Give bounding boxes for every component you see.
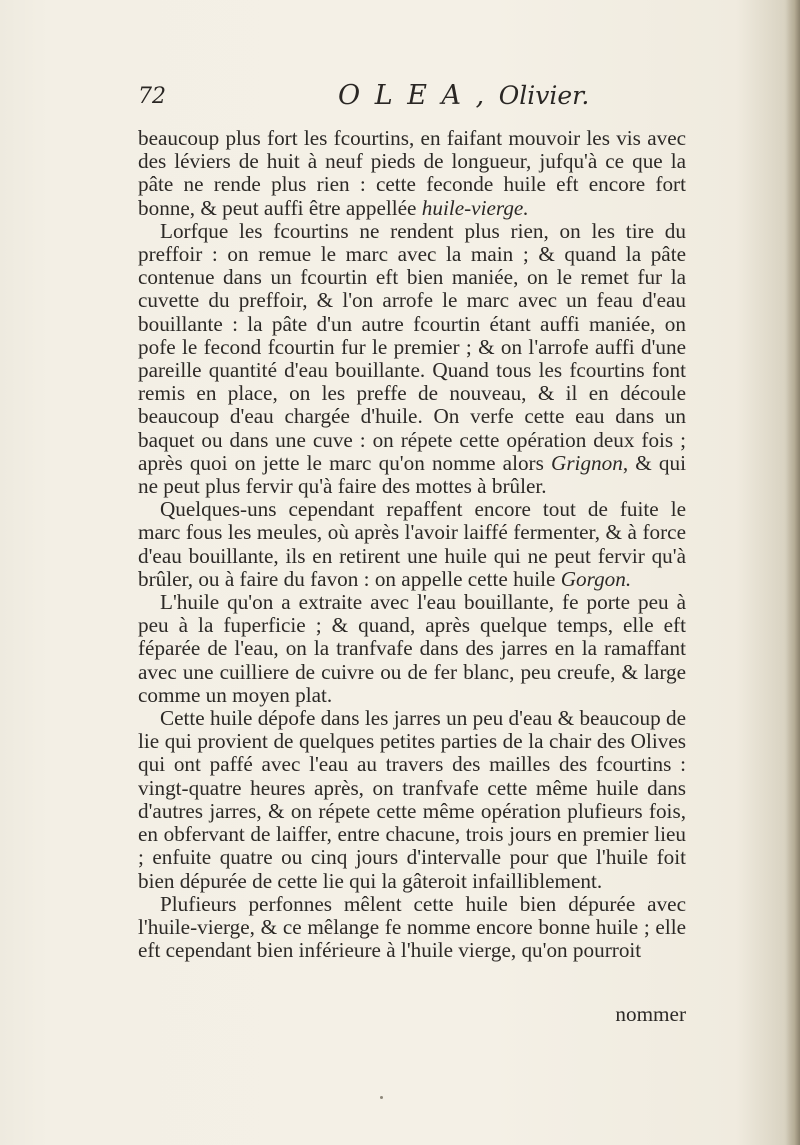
page-header	[138, 80, 698, 120]
paragraph-4	[138, 591, 686, 707]
paragraph-3	[138, 498, 686, 591]
paragraph-6	[138, 893, 686, 963]
italic-term: Grignon	[551, 450, 623, 475]
running-head-title: O L E A ,	[338, 80, 488, 111]
paragraph-text: Cette huile dépofe dans les jarres un peu d'eau & beaucoup de lie qui provient de quelques petites parties de la chair des Olives qui ont paffé avec l'eau au travers des mailles des fcourtins : vingt-quatre heures après, on tranfvafe cette même huile dans d'autres jarres, & on répete cette même opération plufieurs fois, en obfervant de laiffer, entre chacune, trois jours en premier lieu ; enfuite quatre ou cinq jours d'intervalle pour que l'huile foit bien dépurée de cette lie qui la gâteroit infailliblement.	[138, 706, 686, 893]
body-text	[138, 127, 686, 962]
paragraph-text: Plufieurs perfonnes mêlent cette huile bien dépurée avec l'huile-vierge, & ce mêlange fe nomme encore bonne huile ; elle eft cependant bien inférieure à l'huile vierge, qu'on pourroit	[138, 891, 686, 963]
paragraph-text: Quelques-uns cependant repaffent encore tout de fuite le marc fous les meules, où après l'avoir laiffé fermenter, & à force d'eau bouillante, ils en retirent une huile qui ne peut fervir qu'à brûler, ou à faire du favon : on appelle cette huile	[138, 497, 686, 591]
paragraph-text: Lorfque les fcourtins ne rendent plus rien, on les tire du preffoir : on remue le marc avec la main ; & quand la pâte contenue dans un fcourtin eft bien maniée, on le remet fur la cuvette du preffoir, & l'on arrofe le marc avec un feau d'eau bouillante : la pâte d'un autre fcourtin étant auffi maniée, on pofe le fecond fcourtin fur le premier ; & on l'arrofe auffi d'une pareille quantité d'eau bouillante. Quand tous les fcourtins font remis en place, on les preffe de nouveau, & il en découle beaucoup d'eau chargée d'huile. On verfe cette eau dans un baquet ou dans une cuve : on répete cette opération deux fois ; après quoi on jette le marc qu'on nomme alors	[138, 218, 686, 475]
page-edge-shadow	[786, 0, 800, 1145]
paragraph-5	[138, 707, 686, 893]
page-number: 72	[138, 84, 166, 109]
paragraph-text-end: , & qui ne peut plus fervir qu'à faire des mottes à brûler.	[138, 450, 686, 499]
running-head-subtitle: Olivier.	[498, 81, 590, 110]
paragraph-text: L'huile qu'on a extraite avec l'eau bouillante, fe porte peu à peu à la fuperficie ; & quand, après quelque temps, elle eft féparée de l'eau, on la tranfvafe dans des jarres en la ramaffant avec une cuilliere de cuivre ou de fer blanc, peu creufe, & large comme un moyen plat.	[138, 590, 686, 707]
paragraph-text: beaucoup plus fort les fcourtins, en faifant mouvoir les vis avec des léviers de huit à neuf pieds de longueur, jufqu'à ce que la pâte ne rende plus rien : cette feconde huile eft encore fort bonne, & peut auffi être appellée	[138, 126, 686, 220]
italic-term: Gorgon.	[560, 566, 632, 591]
paragraph-2	[138, 220, 686, 498]
catchword: nommer	[615, 1002, 686, 1026]
paragraph-1	[138, 127, 686, 220]
paper-speck	[380, 1096, 383, 1099]
running-head	[338, 80, 589, 111]
italic-term: huile-vierge.	[421, 195, 529, 220]
